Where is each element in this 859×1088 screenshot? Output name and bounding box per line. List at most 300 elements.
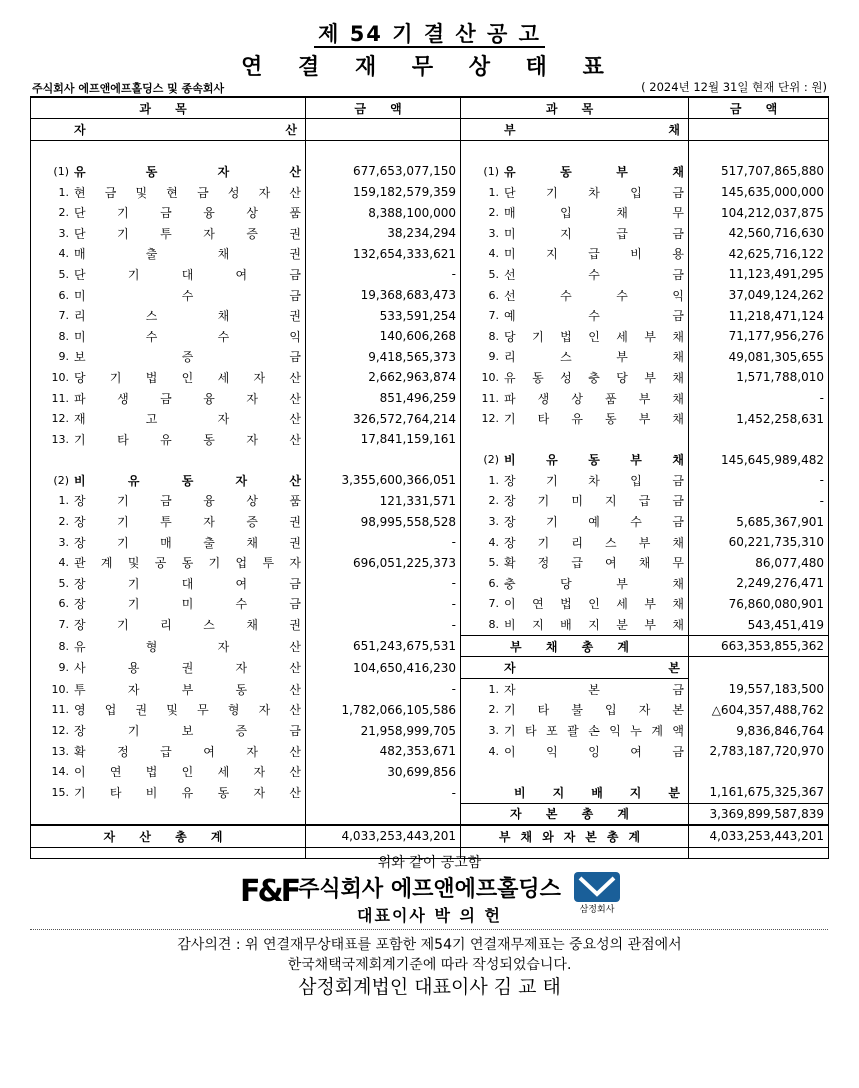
item-cell	[461, 347, 689, 368]
amount-cell: -	[306, 532, 461, 553]
amount-cell: 30,699,856	[306, 761, 461, 782]
table-row	[31, 161, 829, 182]
item-name: 리 스 부 채	[504, 350, 684, 365]
item-number: 9.	[58, 661, 69, 675]
table-row	[31, 223, 829, 244]
item-name: 유 동 자 산	[74, 164, 301, 179]
amount-cell: 17,841,159,161	[306, 429, 461, 450]
item-cell	[31, 429, 306, 450]
item-number: 7.	[488, 309, 499, 323]
item-cell	[461, 532, 689, 553]
item-number: (1)	[53, 164, 69, 178]
header-amount-right: 금 액	[689, 97, 829, 119]
announce-text: 위와 같이 공고함	[377, 855, 482, 871]
item-name: 장 기 리 스 채 권	[74, 618, 301, 633]
item-name: 예 수 금	[504, 309, 684, 324]
item-name: 당 기 법 인 세 자 산	[74, 370, 301, 385]
item-number: 3.	[488, 515, 499, 529]
table-row	[31, 140, 829, 161]
company-line: 주식회사 에프앤에프홀딩스 및 종속회사	[32, 82, 225, 95]
item-name: 유 형 자 산	[74, 639, 301, 654]
amount-cell: 533,591,254	[306, 305, 461, 326]
amount-cell: 677,653,077,150	[306, 161, 461, 182]
table-row	[31, 264, 829, 285]
amount-cell: 3,369,899,587,839	[689, 803, 829, 825]
amount-cell: 517,707,865,880	[689, 161, 829, 182]
item-cell	[461, 202, 689, 223]
item-number: 5.	[58, 267, 69, 281]
item-number: 7.	[58, 309, 69, 323]
item-number: 2.	[488, 703, 499, 717]
item-cell	[31, 244, 306, 265]
item-number: 2.	[58, 515, 69, 529]
item-cell	[461, 552, 689, 573]
item-name: 장 기 예 수 금	[504, 515, 684, 530]
item-name: 단 기 대 여 금	[74, 267, 301, 282]
amount-cell: 2,783,187,720,970	[689, 741, 829, 762]
table-row	[31, 720, 829, 741]
table-row	[31, 573, 829, 594]
item-name: 비 지 배 지 분 부 채	[504, 618, 684, 633]
item-number: 8.	[58, 329, 69, 343]
item-cell	[461, 782, 689, 803]
amount-cell	[689, 657, 829, 679]
item-number: 15.	[51, 786, 69, 800]
item-number: 10.	[51, 370, 69, 384]
item-cell	[461, 305, 689, 326]
amount-cell: -	[689, 470, 829, 491]
item-number: 3.	[58, 535, 69, 549]
item-cell	[31, 408, 306, 429]
table-row	[31, 182, 829, 203]
amount-cell: 71,177,956,276	[689, 326, 829, 347]
item-number: 2.	[488, 206, 499, 220]
item-cell	[461, 491, 689, 512]
table-row	[31, 614, 829, 635]
item-cell	[31, 367, 306, 388]
item-cell	[461, 140, 689, 161]
item-cell	[461, 388, 689, 409]
item-number: 11.	[51, 391, 69, 405]
item-cell	[461, 161, 689, 182]
amount-cell: 663,353,855,362	[689, 635, 829, 657]
item-cell	[461, 803, 689, 825]
item-cell	[461, 264, 689, 285]
item-cell	[31, 140, 306, 161]
item-cell	[461, 244, 689, 265]
amount-cell: -	[689, 491, 829, 512]
amount-cell: 132,654,333,621	[306, 244, 461, 265]
table-row	[31, 450, 829, 471]
amount-cell: 1,571,788,010	[689, 367, 829, 388]
audit-opinion-line2: 한국채택국제회계기준에 따라 작성되었습니다.	[287, 957, 572, 973]
item-number: 10.	[481, 370, 499, 384]
auditor-name: 삼정회계법인 대표이사 김 교 태	[298, 976, 561, 998]
item-cell	[31, 825, 306, 847]
item-name: 장 기 미 수 금	[74, 597, 301, 612]
amount-cell: 104,650,416,230	[306, 657, 461, 679]
item-cell	[461, 700, 689, 721]
item-name: 기 타 포 괄 손 익 누 계 액	[504, 724, 684, 739]
item-name: 미 수 금	[74, 288, 301, 303]
item-cell	[461, 720, 689, 741]
amount-cell: -	[306, 614, 461, 635]
item-name: 단 기 금 융 상 품	[74, 206, 301, 221]
item-name: 매 출 채 권	[74, 247, 301, 262]
item-number: 10.	[51, 682, 69, 696]
svg-text:삼정회사: 삼정회사	[579, 905, 615, 914]
item-number: 4.	[488, 247, 499, 261]
item-cell	[461, 657, 689, 679]
item-number: 1.	[58, 185, 69, 199]
item-name: 비 지 배 지 분	[514, 785, 680, 800]
amount-cell: 38,234,294	[306, 223, 461, 244]
amount-cell: 326,572,764,214	[306, 408, 461, 429]
item-cell	[31, 305, 306, 326]
item-number: 1.	[488, 682, 499, 696]
item-number: 6.	[488, 576, 499, 590]
amount-cell	[306, 450, 461, 471]
item-cell	[31, 450, 306, 471]
item-name: 이 연 법 인 세 부 채	[504, 597, 684, 612]
item-cell	[31, 202, 306, 223]
item-cell	[31, 679, 306, 700]
amount-cell: 19,557,183,500	[689, 679, 829, 700]
table-row	[31, 825, 829, 847]
item-cell	[31, 511, 306, 532]
amount-cell: -	[689, 388, 829, 409]
divider	[30, 929, 828, 930]
item-name: 당 기 법 인 세 부 채	[504, 329, 684, 344]
table-row	[31, 803, 829, 825]
table-row	[31, 532, 829, 553]
amount-cell: 104,212,037,875	[689, 202, 829, 223]
amount-cell: 2,662,963,874	[306, 367, 461, 388]
item-cell	[31, 552, 306, 573]
item-number: (2)	[53, 473, 69, 487]
item-cell	[461, 761, 689, 782]
item-cell	[31, 388, 306, 409]
subtotal-label: 자 본 총 계	[510, 807, 639, 822]
amount-cell: 11,218,471,124	[689, 305, 829, 326]
amount-cell: 1,161,675,325,367	[689, 782, 829, 803]
amount-cell: 4,033,253,443,201	[689, 825, 829, 847]
item-name: 확 정 급 여 채 무	[504, 556, 684, 571]
subtotal-label: 부 채 총 계	[510, 639, 639, 654]
amount-cell: -	[306, 264, 461, 285]
amount-cell	[306, 803, 461, 825]
amount-cell	[689, 429, 829, 450]
item-number: 1.	[488, 473, 499, 487]
table-row	[31, 635, 829, 657]
item-cell	[461, 679, 689, 700]
item-cell	[461, 594, 689, 615]
item-name: 단 기 투 자 증 권	[74, 226, 301, 241]
item-cell	[461, 470, 689, 491]
item-name: 미 지 급 금	[504, 226, 684, 241]
item-cell	[461, 450, 689, 471]
item-name: 장 기 대 여 금	[74, 576, 301, 591]
page-title: 제 54 기 결 산 공 고	[0, 18, 859, 48]
amount-cell: -	[306, 573, 461, 594]
item-name: 이 익 잉 여 금	[504, 744, 684, 759]
statement-title: 연 결 재 무 상 태 표	[241, 55, 618, 80]
table-row	[31, 326, 829, 347]
item-name: 파 생 금 융 자 산	[74, 391, 301, 406]
amount-cell: 145,635,000,000	[689, 182, 829, 203]
item-cell	[461, 825, 689, 847]
item-name: 장 기 금 융 상 품	[74, 494, 301, 509]
item-number: 4.	[58, 247, 69, 261]
amount-cell: 5,685,367,901	[689, 511, 829, 532]
amount-cell	[306, 140, 461, 161]
item-name: 장 기 미 지 급 금	[504, 494, 684, 509]
amount-cell: 98,995,558,528	[306, 511, 461, 532]
item-number: 9.	[58, 350, 69, 364]
item-cell	[461, 367, 689, 388]
item-number: 3.	[488, 226, 499, 240]
item-number: 4.	[488, 535, 499, 549]
table-row	[31, 491, 829, 512]
item-number: 1.	[58, 494, 69, 508]
amount-cell: 60,221,735,310	[689, 532, 829, 553]
ff-logo: F&F	[240, 874, 299, 909]
item-number: 8.	[488, 618, 499, 632]
amount-cell: 145,645,989,482	[689, 450, 829, 471]
amount-cell: 9,418,565,373	[306, 347, 461, 368]
item-number: 14.	[51, 765, 69, 779]
item-name: 장 기 매 출 채 권	[74, 535, 301, 550]
item-cell	[31, 326, 306, 347]
table-row	[31, 470, 829, 491]
table-row	[31, 741, 829, 762]
item-number: 12.	[51, 724, 69, 738]
audit-opinion-line1: 감사의견 : 위 연결재무상태표를 포함한 제54기 연결재무제표는 중요성의 관점에서	[177, 937, 682, 953]
item-name: 선 수 금	[504, 267, 684, 282]
item-cell	[31, 347, 306, 368]
item-number: (1)	[483, 164, 499, 178]
item-name: 장 기 투 자 증 권	[74, 515, 301, 530]
item-name: 사 용 권 자 산	[74, 661, 301, 676]
item-cell	[31, 264, 306, 285]
item-cell	[461, 635, 689, 657]
item-cell	[461, 326, 689, 347]
item-cell	[31, 720, 306, 741]
item-name: 파 생 상 품 부 채	[504, 391, 684, 406]
amount-cell: 651,243,675,531	[306, 635, 461, 657]
item-number: 4.	[58, 556, 69, 570]
amount-cell: 696,051,225,373	[306, 552, 461, 573]
amount-cell	[306, 119, 461, 141]
item-name: 비 유 동 부 채	[504, 453, 684, 468]
amount-cell: 42,560,716,630	[689, 223, 829, 244]
item-cell	[461, 182, 689, 203]
amount-cell: 19,368,683,473	[306, 285, 461, 306]
item-number: 11.	[481, 391, 499, 405]
item-cell	[31, 741, 306, 762]
item-name: 매 입 채 무	[504, 206, 684, 221]
table-row	[31, 367, 829, 388]
header-item-right: 과 목	[461, 97, 689, 119]
item-name: 미 수 수 익	[74, 329, 301, 344]
item-cell	[31, 594, 306, 615]
item-name: 관 계 및 공 동 기 업 투 자	[74, 556, 301, 571]
item-number: 5.	[488, 556, 499, 570]
amount-cell: 2,249,276,471	[689, 573, 829, 594]
item-cell	[31, 532, 306, 553]
item-cell	[461, 614, 689, 635]
item-cell	[31, 803, 306, 825]
amount-cell: 4,033,253,443,201	[306, 825, 461, 847]
item-number: 2.	[58, 206, 69, 220]
item-number: 2.	[488, 494, 499, 508]
item-name: 유 동 부 채	[504, 164, 684, 179]
item-number: 11.	[51, 703, 69, 717]
item-name: 보 증 금	[74, 350, 301, 365]
item-number: 12.	[51, 412, 69, 426]
grand-total-label: 부채와자본총계	[498, 829, 651, 844]
amount-cell: -	[306, 679, 461, 700]
item-number: 7.	[488, 597, 499, 611]
item-number: 7.	[58, 618, 69, 632]
item-name: 투 자 부 동 산	[74, 682, 301, 697]
section-name: 부 채	[504, 122, 680, 137]
grand-total-label: 자 산 총 계	[103, 829, 233, 844]
amount-cell: 482,353,671	[306, 741, 461, 762]
table-row	[31, 285, 829, 306]
item-name: 유 동 성 충 당 부 채	[504, 370, 684, 385]
item-number: 5.	[58, 576, 69, 590]
item-number: 12.	[481, 412, 499, 426]
amount-cell: 3,355,600,366,051	[306, 470, 461, 491]
item-number: 4.	[488, 744, 499, 758]
amount-cell: 121,331,571	[306, 491, 461, 512]
table-row	[31, 244, 829, 265]
item-cell	[31, 285, 306, 306]
amount-cell: -	[306, 594, 461, 615]
item-name: 장 기 보 증 금	[74, 724, 301, 739]
table-row	[31, 388, 829, 409]
item-name: 자 본 금	[504, 682, 684, 697]
item-cell	[31, 614, 306, 635]
amount-cell: 1,782,066,105,586	[306, 700, 461, 721]
item-number: 5.	[488, 267, 499, 281]
item-number: (2)	[483, 453, 499, 467]
item-name: 확 정 급 여 자 산	[74, 744, 301, 759]
item-name: 기 타 불 입 자 본	[504, 703, 684, 718]
section-name: 자 본	[504, 661, 680, 676]
table-row	[31, 594, 829, 615]
item-number: 3.	[58, 226, 69, 240]
amount-cell: 543,451,419	[689, 614, 829, 635]
item-number: 8.	[58, 639, 69, 653]
amount-cell	[689, 119, 829, 141]
item-name: 장 기 차 입 금	[504, 473, 684, 488]
table-row	[31, 679, 829, 700]
amount-cell: 11,123,491,295	[689, 264, 829, 285]
date-unit: ( 2024년 12월 31일 현재 단위 : 원)	[641, 80, 827, 94]
item-number: 1.	[488, 185, 499, 199]
table-row	[31, 429, 829, 450]
item-name: 단 기 차 입 금	[504, 185, 684, 200]
item-name: 재 고 자 산	[74, 412, 301, 427]
header-item-left: 과 목	[31, 97, 306, 119]
item-name: 충 당 부 채	[504, 576, 684, 591]
amount-cell: 37,049,124,262	[689, 285, 829, 306]
item-number: 6.	[58, 288, 69, 302]
item-cell	[461, 511, 689, 532]
item-number: 13.	[51, 432, 69, 446]
amount-cell: △604,357,488,762	[689, 700, 829, 721]
item-number: 13.	[51, 744, 69, 758]
item-cell	[461, 741, 689, 762]
item-cell	[31, 573, 306, 594]
table-row	[31, 408, 829, 429]
amount-cell: 8,388,100,000	[306, 202, 461, 223]
table-row	[31, 761, 829, 782]
item-number: 3.	[488, 724, 499, 738]
table-row	[31, 119, 829, 141]
item-cell	[461, 285, 689, 306]
amount-cell: -	[306, 782, 461, 803]
item-name: 리 스 채 권	[74, 309, 301, 324]
table-row	[31, 305, 829, 326]
item-name: 비 유 동 자 산	[74, 473, 301, 488]
item-cell	[31, 182, 306, 203]
amount-cell: 1,452,258,631	[689, 408, 829, 429]
balance-sheet-table	[30, 96, 829, 859]
item-cell	[31, 470, 306, 491]
item-cell	[31, 223, 306, 244]
amount-cell	[689, 140, 829, 161]
item-name: 기 타 비 유 동 자 산	[74, 786, 301, 801]
table-header	[31, 97, 829, 119]
item-name: 미 지 급 비 용	[504, 247, 684, 262]
item-cell	[31, 782, 306, 803]
table-row	[31, 511, 829, 532]
table-row	[31, 552, 829, 573]
item-cell	[31, 635, 306, 657]
amount-cell: 21,958,999,705	[306, 720, 461, 741]
ceo-name: 대표이사 박 의 헌	[357, 906, 502, 925]
item-cell	[31, 761, 306, 782]
item-name: 장 기 리 스 부 채	[504, 535, 684, 550]
item-cell	[461, 223, 689, 244]
amount-cell: 851,496,259	[306, 388, 461, 409]
item-cell	[31, 657, 306, 679]
amount-cell: 159,182,579,359	[306, 182, 461, 203]
item-name: 기 타 유 동 자 산	[74, 432, 301, 447]
item-cell	[461, 429, 689, 450]
table-row	[31, 782, 829, 803]
item-cell	[461, 573, 689, 594]
table-row	[31, 700, 829, 721]
table-row	[31, 657, 829, 679]
item-cell	[461, 408, 689, 429]
amount-cell	[689, 761, 829, 782]
item-number: 8.	[488, 329, 499, 343]
item-name: 선 수 수 익	[504, 288, 684, 303]
amount-cell: 9,836,846,764	[689, 720, 829, 741]
item-cell	[31, 700, 306, 721]
item-cell	[461, 119, 689, 141]
item-name: 현 금 및 현 금 성 자 산	[74, 185, 301, 200]
amount-cell: 86,077,480	[689, 552, 829, 573]
item-name: 이 연 법 인 세 자 산	[74, 765, 301, 780]
amount-cell: 49,081,305,655	[689, 347, 829, 368]
item-name: 기 타 유 동 부 채	[504, 412, 684, 427]
amount-cell: 76,860,080,901	[689, 594, 829, 615]
